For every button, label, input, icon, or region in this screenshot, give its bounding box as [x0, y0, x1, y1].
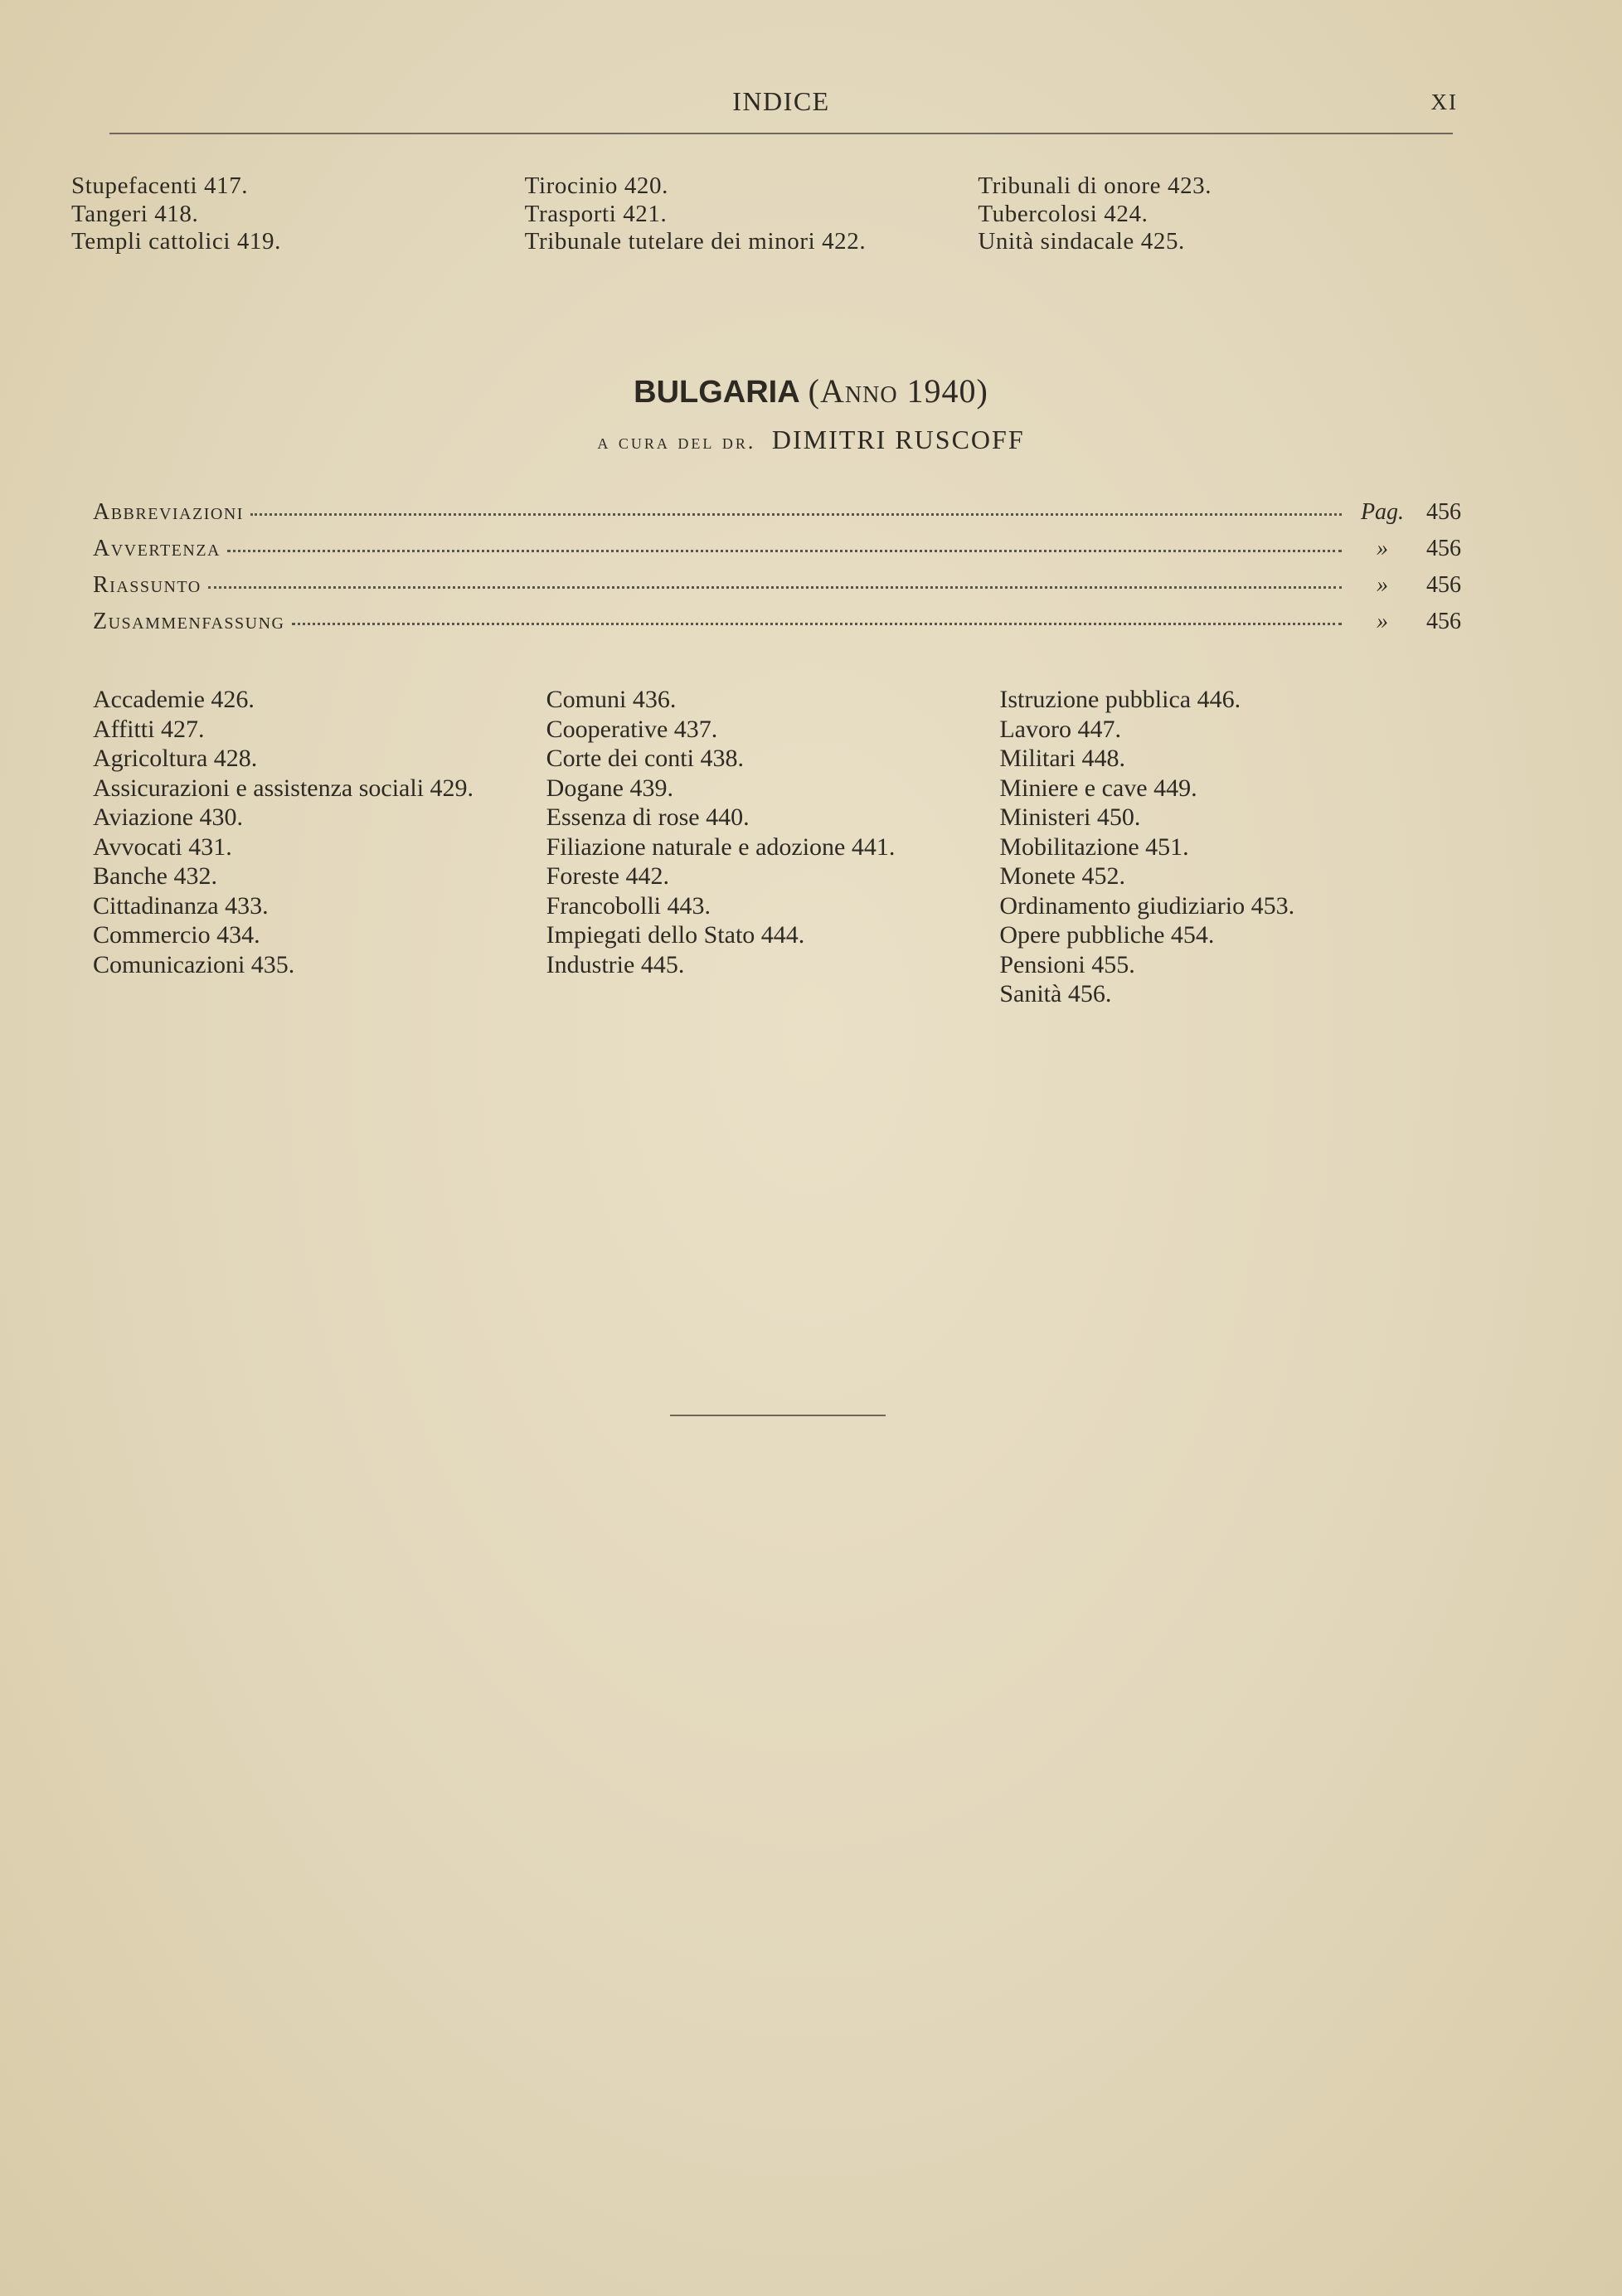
- index-entry: Francobolli 443.: [546, 891, 711, 920]
- index-column: [524, 172, 1000, 256]
- toc-page-prefix: »: [1377, 572, 1388, 598]
- section-heading: [0, 371, 1622, 410]
- index-entry: Istruzione pubblica 446.: [999, 686, 1241, 713]
- index-entry: Templi cattolici 419.: [71, 228, 281, 255]
- index-entry: Tribunale tutelare dei minori 422.: [524, 228, 867, 255]
- toc-label: Zusammenfassung: [93, 609, 285, 634]
- index-entry: Trasporti 421.: [524, 200, 668, 227]
- index-entry: Assicurazioni e assistenza sociali 429.: [93, 774, 474, 802]
- dot-leader: [208, 586, 1342, 589]
- index-entry: Sanità 456.: [999, 980, 1112, 1007]
- page-number: XI: [1430, 90, 1458, 114]
- index-entry: Mobilitazione 451.: [999, 832, 1189, 861]
- toc-page-prefix: »: [1377, 609, 1388, 634]
- index-column: [999, 685, 1453, 1009]
- index-entry: Stupefacenti 417.: [71, 172, 249, 199]
- index-entry: Opere pubbliche 454.: [999, 921, 1215, 949]
- index-entry: Avvocati 431.: [93, 832, 232, 861]
- index-entry: Unità sindacale 425.: [978, 228, 1185, 255]
- toc-page-prefix: »: [1377, 536, 1388, 561]
- index-entry: Pensioni 455.: [999, 950, 1135, 978]
- index-column: [93, 685, 546, 1009]
- section-year: (Anno 1940): [808, 372, 988, 410]
- toc-entry: [93, 499, 1461, 536]
- index-entry: Tribunali di onore 423.: [978, 172, 1212, 199]
- running-title: INDICE: [732, 86, 830, 116]
- index-entry: Tubercolosi 424.: [978, 200, 1149, 227]
- index-entry: Comuni 436.: [546, 686, 677, 713]
- index-entry: Corte dei conti 438.: [546, 745, 744, 772]
- index-continuation: [71, 172, 1453, 256]
- toc-label: Abbreviazioni: [93, 499, 244, 525]
- table-of-contents: [93, 499, 1461, 645]
- editor-name: DIMITRI RUSCOFF: [771, 425, 1025, 454]
- index-entry: Industrie 445.: [546, 950, 685, 978]
- toc-entry: [93, 572, 1461, 609]
- index-entry: Affitti 427.: [93, 715, 205, 743]
- toc-page-number: 456: [1426, 609, 1461, 634]
- toc-page-number: 456: [1426, 499, 1461, 525]
- toc-label: Riassunto: [93, 572, 202, 598]
- toc-page-number: 456: [1426, 572, 1461, 598]
- editor-credit: [0, 425, 1622, 455]
- toc-entry: [93, 609, 1461, 645]
- index-entry: Cooperative 437.: [546, 715, 718, 743]
- index-entry: Militari 448.: [999, 745, 1125, 772]
- index-entry: Foreste 442.: [546, 862, 669, 890]
- index-entry: Cittadinanza 433.: [93, 891, 269, 920]
- index-column: [546, 685, 1000, 1009]
- index-entry: Banche 432.: [93, 862, 217, 890]
- index-entry: Accademie 426.: [93, 686, 255, 713]
- index-entry: Comunicazioni 435.: [93, 950, 295, 978]
- toc-page-prefix: Pag.: [1360, 499, 1405, 525]
- index-entry: Impiegati dello Stato 444.: [546, 921, 805, 949]
- toc-label: Avvertenza: [93, 536, 221, 561]
- page-header: [109, 83, 1458, 134]
- index-entry: Monete 452.: [999, 862, 1125, 890]
- dot-leader: [250, 513, 1342, 516]
- toc-entry: [93, 536, 1461, 572]
- index-entry: Aviazione 430.: [93, 803, 244, 831]
- dot-leader: [227, 550, 1342, 552]
- index-entry: Essenza di rose 440.: [546, 803, 750, 831]
- index-column: [71, 172, 546, 256]
- bulgaria-index: [93, 685, 1453, 1009]
- country-name: BULGARIA: [634, 375, 800, 410]
- index-entry: Ordinamento giudiziario 453.: [999, 891, 1295, 920]
- section-end-rule: [670, 1415, 886, 1416]
- index-entry: Lavoro 447.: [999, 715, 1121, 743]
- index-entry: Agricoltura 428.: [93, 745, 258, 772]
- index-entry: Miniere e cave 449.: [999, 774, 1197, 802]
- index-column: [978, 172, 1453, 256]
- index-entry: Commercio 434.: [93, 921, 260, 949]
- dot-leader: [292, 623, 1343, 625]
- toc-page-number: 456: [1426, 536, 1461, 561]
- index-entry: Tangeri 418.: [71, 200, 199, 227]
- index-entry: Tirocinio 420.: [524, 172, 668, 199]
- index-entry: Ministeri 450.: [999, 803, 1141, 831]
- index-entry: Dogane 439.: [546, 774, 673, 802]
- index-entry: Filiazione naturale e adozione 441.: [546, 832, 896, 861]
- editor-prefix: a cura del dr.: [597, 430, 756, 454]
